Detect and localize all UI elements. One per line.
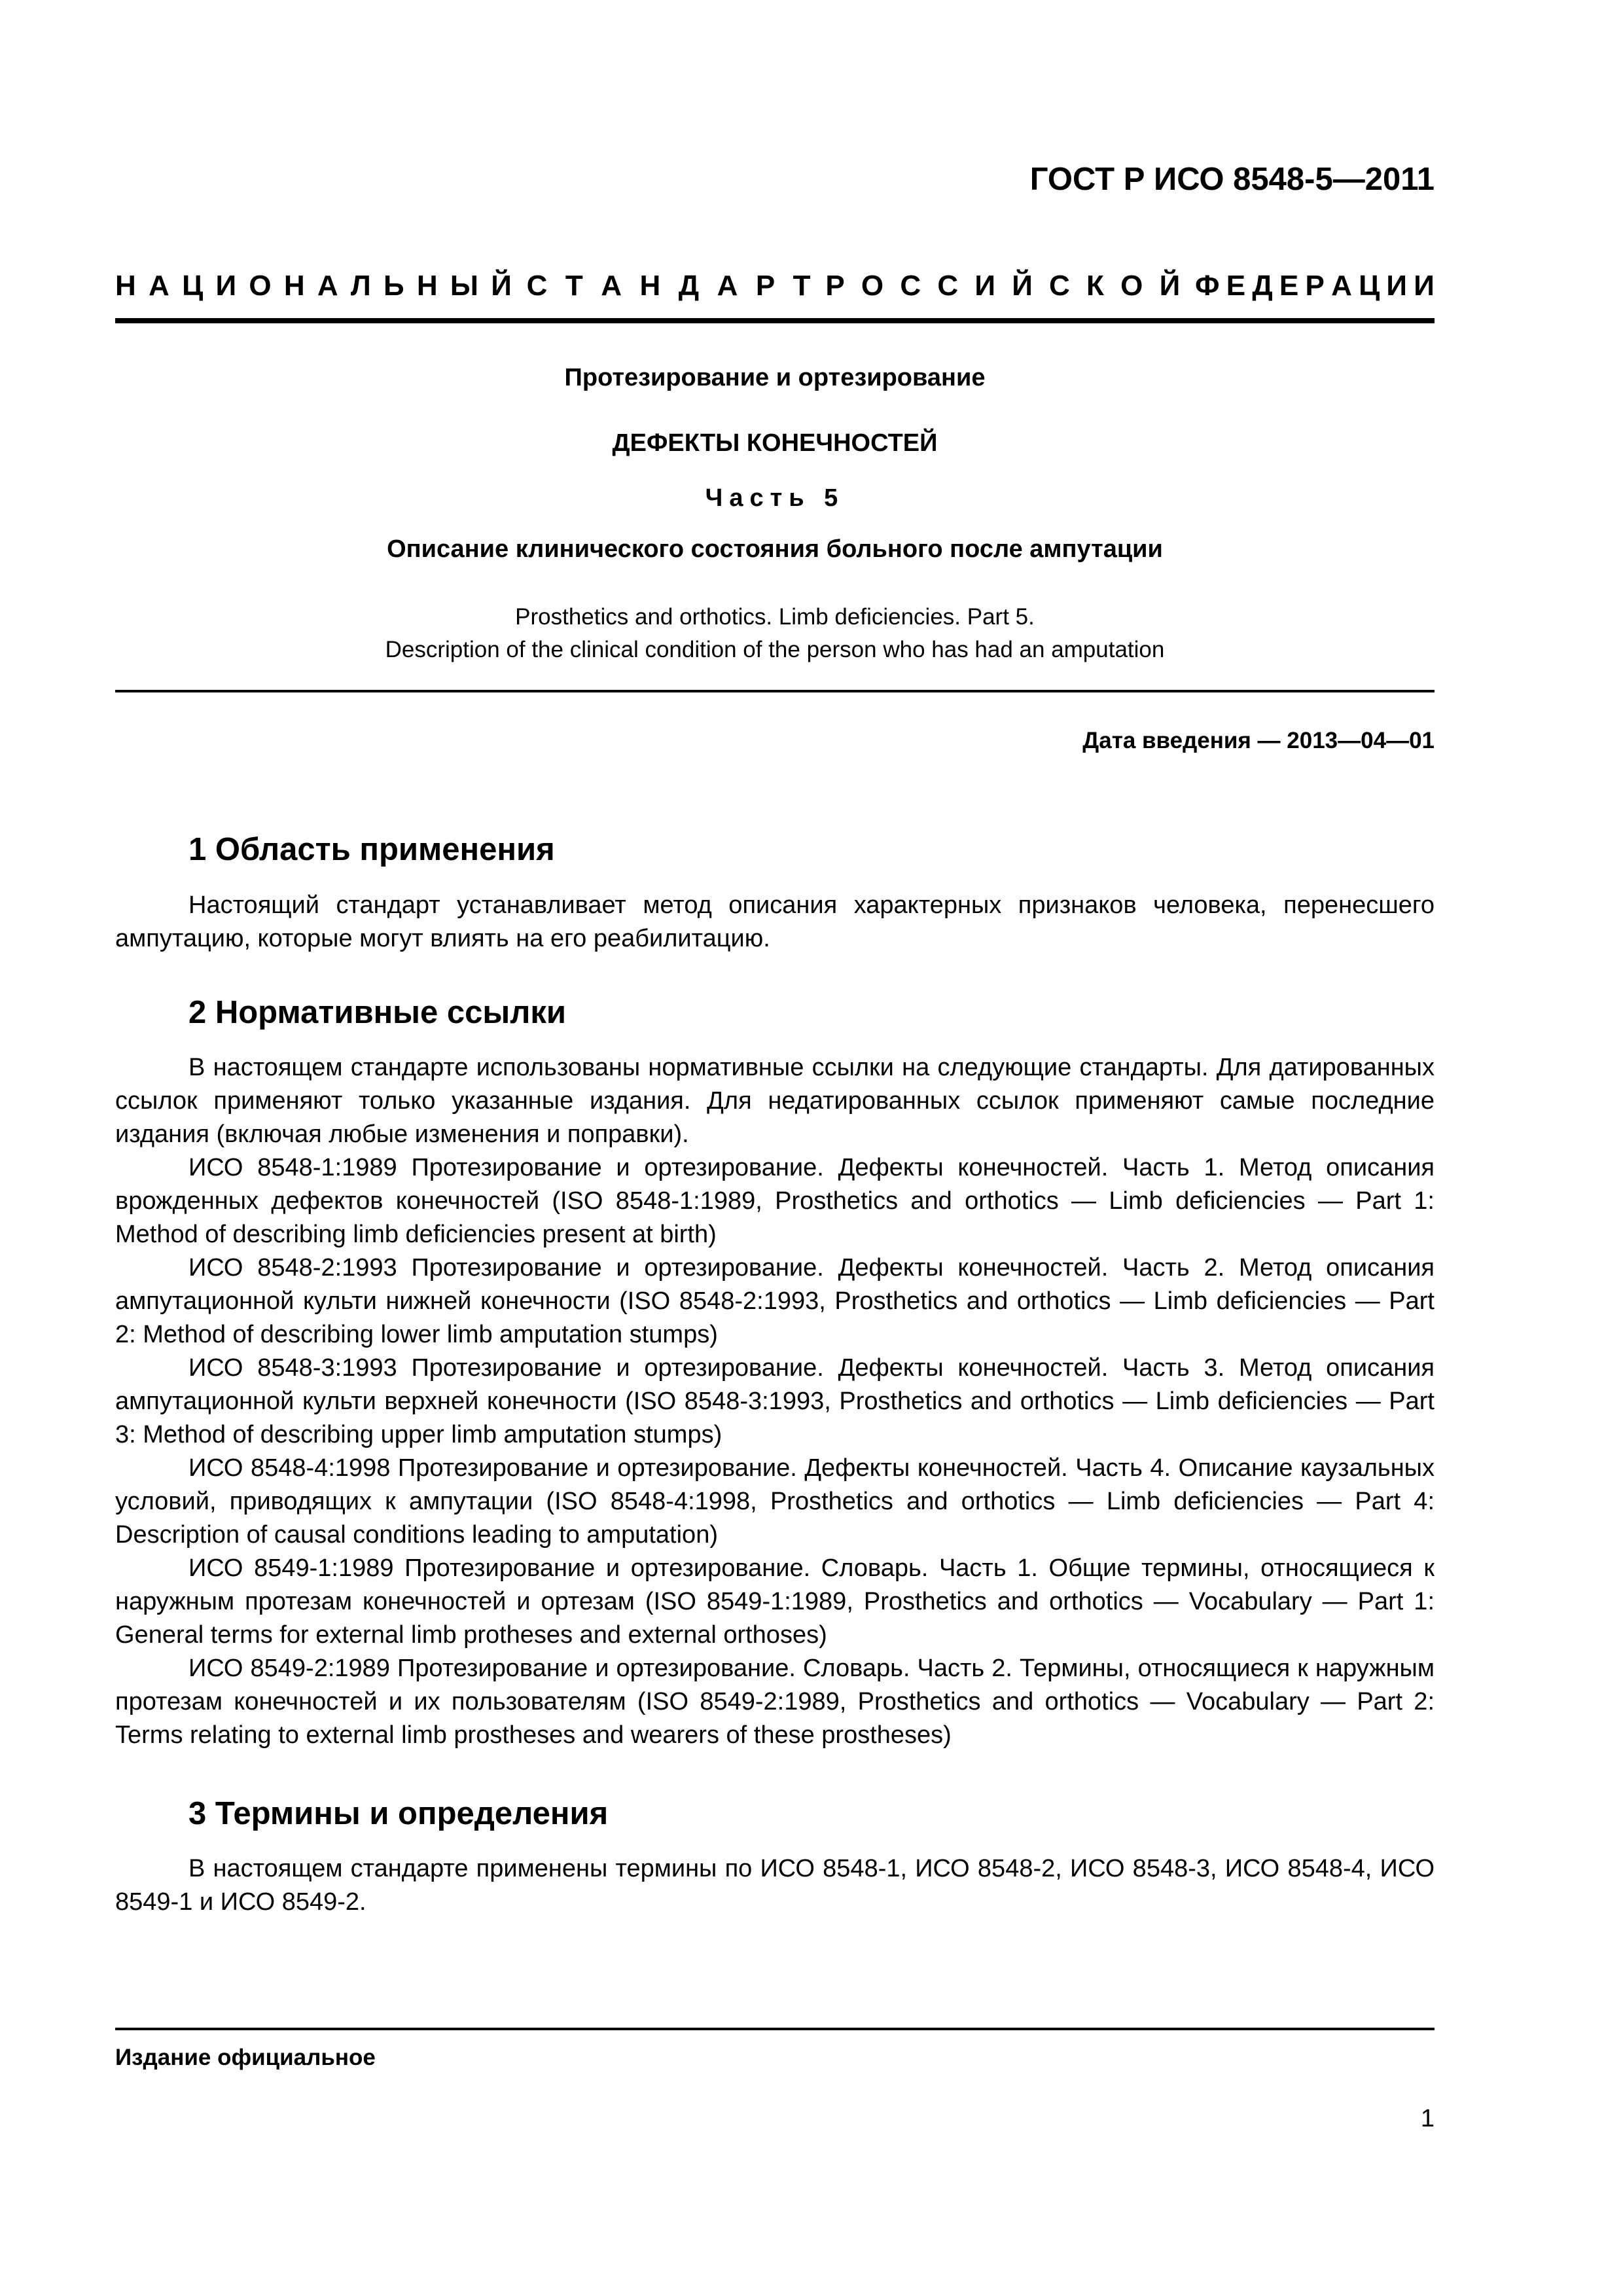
standard-number: ГОСТ Р ИСО 8548-5—2011 [1029,162,1435,197]
banner-word [527,270,811,302]
banner-letter: О [1120,270,1143,302]
section-3-body [115,1852,1435,1919]
section-2-body [115,1051,1435,1752]
reference-item: ИСО 8548-2:1993 Протезирование и ортезирование. Дефекты конечностей. Часть 2. Метод описания ампутационной культи нижней конечности (ISO 8548-2:1993, Prosthetics and orthotics — Limb deficiencies — Part 2: Method of describing lower limb amputation stumps) [115,1254,1435,1348]
banner-letter: Ы [450,270,478,302]
banner-letter: Д [678,270,700,302]
official-edition-label: Издание официальное [115,2045,376,2070]
part-label: Часть 5 [705,484,845,512]
banner-letter: А [601,270,622,302]
banner-letter: Е [1279,270,1299,302]
english-title [115,601,1435,666]
banner-letter: И [215,270,237,302]
banner-letter: С [900,270,921,302]
document-title: Описание клинического состояния больного после ампутации [387,535,1163,563]
banner-word [1195,270,1435,302]
section-1-heading: 1 Область применения [188,832,555,867]
banner-letter: А [149,270,169,302]
banner-letter: Й [1012,270,1033,302]
banner-letter: А [717,270,738,302]
banner-letter: Ь [383,270,404,302]
english-title-line-2: Description of the clinical condition of the person who has had an amputation [385,637,1165,662]
section-2-heading: 2 Нормативные ссылки [188,995,566,1030]
footer-divider [115,2028,1435,2030]
english-title-line-1: Prosthetics and orthotics. Limb deficiencies. Part 5. [515,604,1035,630]
reference-item: ИСО 8548-1:1989 Протезирование и ортезирование. Дефекты конечностей. Часть 1. Метод описания врожденных дефектов конечностей (ISO 8548-1:1989, Prosthetics and orthotics — Limb deficiencies — Part 1: Method of describing limb deficiencies present at birth) [115,1154,1435,1248]
banner-letter: С [526,270,548,302]
banner-letter: А [1331,270,1352,302]
banner-letter: К [1086,270,1104,302]
title-divider [115,690,1435,692]
banner-letter: И [974,270,995,302]
banner-letter: А [317,270,338,302]
banner-letter: Н [416,270,438,302]
banner-letter: Д [1252,270,1273,302]
banner-letter: О [249,270,272,302]
paragraph: В настоящем стандарте использованы нормативные ссылки на следующие стандарты. Для датированных ссылок применяют только указанные издания. Для недатированных ссылок применяют самые последние издания (включая любые изменения и поправки). [115,1054,1435,1148]
paragraph: Настоящий стандарт устанавливает метод описания характерных признаков человека, перенесшего ампутацию, которые могут влиять на его реабилитацию. [115,891,1435,952]
header-divider [115,318,1435,323]
banner-letter: С [937,270,959,302]
banner-letter: Л [350,270,371,302]
banner-letter: С [1049,270,1070,302]
banner-letter: Ц [182,270,204,302]
banner-letter: И [1414,270,1435,302]
paragraph: В настоящем стандарте применены термины по ИСО 8548-1, ИСО 8548-2, ИСО 8548-3, ИСО 8548-4, ИСО 8549-1 и ИСО 8549-2. [115,1855,1435,1916]
banner-letter: Й [1159,270,1181,302]
section-1-body [115,889,1435,956]
page-number: 1 [1420,2105,1435,2132]
banner-letter: И [1386,270,1408,302]
reference-item: ИСО 8548-4:1998 Протезирование и ортезирование. Дефекты конечностей. Часть 4. Описание каузальных условий, приводящих к ампутации (ISO 8548-4:1998, Prosthetics and orthotics — Limb deficiencies — Part 4: Description of causal conditions leading to amputation) [115,1454,1435,1549]
reference-item: ИСО 8548-3:1993 Протезирование и ортезирование. Дефекты конечностей. Часть 3. Метод описания ампутационной культи верхней конечности (ISO 8548-3:1993, Prosthetics and orthotics — Limb deficiencies — Part 3: Method of describing upper limb amputation stumps) [115,1354,1435,1448]
document-page [115,0,1435,2296]
banner-letter: Т [565,270,583,302]
banner-word [825,270,1180,302]
banner-letter: Р [1305,270,1325,302]
section-3-heading: 3 Термины и определения [188,1796,609,1831]
banner-letter: Ф [1194,270,1220,302]
banner-letter: Е [1226,270,1246,302]
banner-letter: Р [825,270,845,302]
banner-letter: Н [639,270,661,302]
reference-item: ИСО 8549-1:1989 Протезирование и ортезирование. Словарь. Часть 1. Общие термины, относящиеся к наружным протезам конечностей и ортезам (ISO 8549-1:1989, Prosthetics and orthotics — Vocabulary — Part 1: General terms for external limb protheses and external orthoses) [115,1554,1435,1649]
national-standard-banner [115,270,1435,302]
banner-letter: Н [283,270,305,302]
banner-letter: Т [793,270,811,302]
subject-subtitle: Протезирование и ортезирование [564,364,986,391]
reference-item: ИСО 8549-2:1989 Протезирование и ортезирование. Словарь. Часть 2. Термины, относящиеся к наружным протезам конечностей и их пользователям (ISO 8549-2:1989, Prosthetics and orthotics — Vocabulary — Part 2: Terms relating to external limb prostheses and wearers of these prostheses) [115,1655,1435,1749]
banner-letter: Н [115,270,136,302]
standard-group-title: ДЕФЕКТЫ КОНЕЧНОСТЕЙ [612,429,938,457]
banner-letter: Р [755,270,776,302]
banner-word [115,270,512,302]
banner-letter: Й [491,270,512,302]
banner-letter: О [861,270,884,302]
banner-letter: Ц [1359,270,1380,302]
introduction-date: Дата введения — 2013—04—01 [1082,728,1435,753]
